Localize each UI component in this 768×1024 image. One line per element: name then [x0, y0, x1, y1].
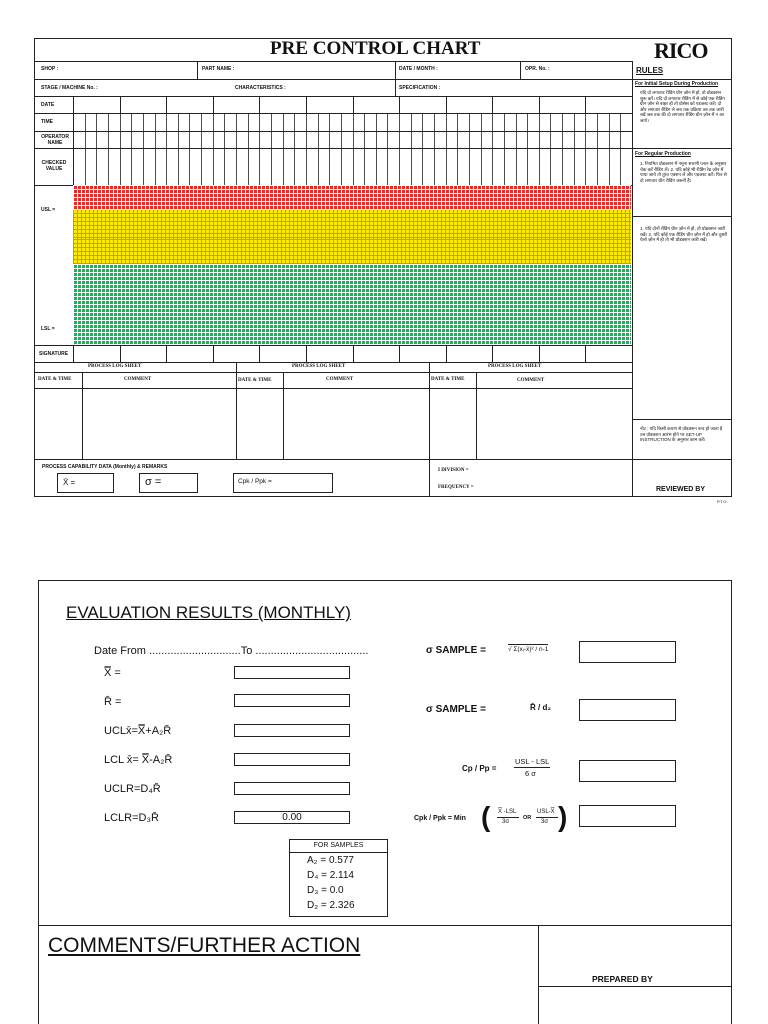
close-paren: ): [558, 801, 568, 832]
date-row-label: DATE: [41, 102, 55, 108]
evaluation-title: EVALUATION RESULTS (MONTHLY): [66, 603, 351, 622]
shop-label: SHOP :: [41, 66, 59, 72]
cp-input[interactable]: [579, 760, 676, 782]
cpk-a-den: 3σ: [502, 819, 510, 825]
log-comment-1: COMMENT: [124, 377, 152, 382]
uclx-label: UCLx̄=X̿+A₂R̄: [104, 725, 172, 737]
cpk-min-label: Cpk / Ppk = Min: [414, 815, 466, 822]
log-comment-2: COMMENT: [326, 377, 354, 382]
cpk-b-num: USL-X̿: [537, 809, 555, 815]
cpk-or: OR: [523, 815, 532, 821]
part-name-label: PART NAME :: [202, 66, 235, 72]
open-paren: (: [481, 801, 491, 832]
sample-a2: A₂ = 0.577: [307, 855, 354, 866]
rico-logo: RICO: [654, 38, 708, 63]
xbar-label: X̄ =: [63, 478, 76, 487]
specification-label: SPECIFICATION :: [399, 85, 441, 91]
rbar-label: R̄ =: [104, 696, 122, 708]
sigma-sample-label-1: σ SAMPLE =: [426, 645, 486, 656]
lclr-input[interactable]: [234, 811, 350, 824]
note-text: नोट : यदि किसी कारण से प्रोडक्शन बन्द हो जाता है तब प्रोडक्शन आरंभ होने पर SET-UP INSTRUCTION के अनुसार काम करें।: [640, 426, 723, 442]
usl-label: USL =: [41, 207, 56, 213]
reviewed-by-label: REVIEWED BY: [656, 486, 706, 493]
date-range: Date From ..............................To .....................................: [94, 645, 369, 657]
zone-rule-text: 1. यदि दोनों रीडिंग ग्रीन ज़ोन में हो, तो प्रोडक्शन जारी रखें। 2. यदि कोई एक रीडिंग ग्रीन ज़ोन में हो और दूसरी येलो ज़ोन में हो तो भी प्रोडक्शन जारी रखें।: [640, 226, 728, 242]
rules-title: RULES: [636, 66, 664, 75]
lsl-label: LSL =: [41, 326, 55, 332]
log-title-2: PROCESS LOG SHEET: [292, 364, 346, 369]
sample-d4: D₄ = 2.114: [307, 870, 354, 881]
lclr-label: LCLR=D₃R̄: [104, 812, 159, 824]
xdbar-label: X̿ =: [104, 667, 121, 679]
cpk-a-num: X̿ -LSL: [498, 809, 517, 815]
uclx-input[interactable]: [234, 724, 350, 737]
time-row-label: TIME: [41, 119, 53, 125]
setup-rule-text: यदि दो लगातार रीडिंग ग्रीन ज़ोन में हो, तो प्रोडक्शन शुरू करें। यदि दो लगातार रीडिंग में से कोई एक रीडिंग ग्रीन ज़ोन से बाहर हो तो प्रोसेस को एडजस्ट करें। दो और लगातार रीडिंग ले जब तक प्रक्रिया तब तक जारी रखें जब तक की दो लगातार रीडिंग ग्रीन ज़ोन में न आ जाये।: [640, 90, 725, 123]
uclr-input[interactable]: [234, 782, 350, 795]
cpk-b-den: 3σ: [541, 819, 549, 825]
comments-title: COMMENTS/FURTHER ACTION: [48, 934, 361, 957]
rbar-input[interactable]: [234, 694, 350, 707]
samples-title: FOR SAMPLES: [313, 842, 364, 849]
cp-denominator: 6 σ: [525, 769, 536, 778]
page-title: PRE CONTROL CHART: [270, 38, 481, 59]
cp-numerator: USL - LSL: [515, 757, 550, 766]
opr-no-label: OPR. No. :: [525, 66, 550, 72]
signature-label: SIGNATURE: [39, 351, 69, 357]
sample-d3: D₃ = 0.0: [307, 885, 344, 896]
checked-value-label: CHECKED VALUE: [41, 160, 67, 172]
regular-rule-text: 1. नियमित प्रोडक्शन में नमूना सारणी प्लान के अनुसार चेक करें रीडिंग लें। 2. यदि कोई भी रीडिंग रेड ज़ोन में पाया जाये तो तुरंत एक्शन लें और एडजस्ट करें। फिर से दो लगातार ग्रीन रीडिंग जरूरी हैं।: [640, 161, 727, 183]
lclr-value: 0.00: [282, 812, 302, 823]
log-date-time-1: DATE & TIME: [38, 377, 72, 382]
sigma-sample-input-1[interactable]: [579, 641, 676, 663]
characteristics-label: CHARACTERISTICS :: [235, 85, 286, 91]
cp-label: Cp / Pp =: [462, 764, 497, 773]
cpk-input[interactable]: [579, 805, 676, 827]
sigma-sample-input-2[interactable]: [579, 699, 676, 721]
regular-heading: For Regular Production: [635, 151, 691, 157]
stage-label: STAGE / MACHINE No. :: [41, 85, 98, 91]
log-title-3: PROCESS LOG SHEET: [488, 364, 542, 369]
setup-heading: For Initial Setup During Production: [635, 81, 719, 87]
date-month-label: DATE / MONTH :: [399, 66, 438, 72]
xdbar-input[interactable]: [234, 666, 350, 679]
uclr-label: UCLR=D₄R̄: [104, 783, 161, 795]
lclx-input[interactable]: [234, 753, 350, 766]
capability-heading: PROCESS CAPABILITY DATA (Monthly) & REMARKS: [42, 464, 168, 470]
log-title-1: PROCESS LOG SHEET: [88, 364, 142, 369]
sample-d2: D₂ = 2.326: [307, 900, 355, 911]
sigma-formula-2: R̄ / d₂: [530, 703, 551, 712]
sigma-sample-label-2: σ SAMPLE =: [426, 704, 486, 715]
cpk-label: Cpk / Ppk =: [238, 478, 272, 485]
reading-columns: [73, 96, 633, 362]
pto-label: P.T.O.: [717, 499, 728, 504]
log-date-time-3: DATE & TIME: [431, 377, 465, 382]
sigma-label: σ =: [145, 476, 162, 488]
prepared-by-label: PREPARED BY: [592, 974, 653, 984]
sigma-formula-1: √ Σ(xᵢ-x̄)² / n-1: [508, 646, 549, 653]
frequency-label: FREQUENCY =: [438, 485, 474, 490]
log-date-time-2: DATE & TIME: [238, 378, 272, 383]
division-label: I DIVISION =: [438, 468, 469, 473]
log-comment-3: COMMENT: [517, 378, 545, 383]
lclx-label: LCL x̄= X̿-A₂R̄: [104, 754, 173, 766]
operator-row-label: OPERATOR NAME: [41, 134, 69, 146]
